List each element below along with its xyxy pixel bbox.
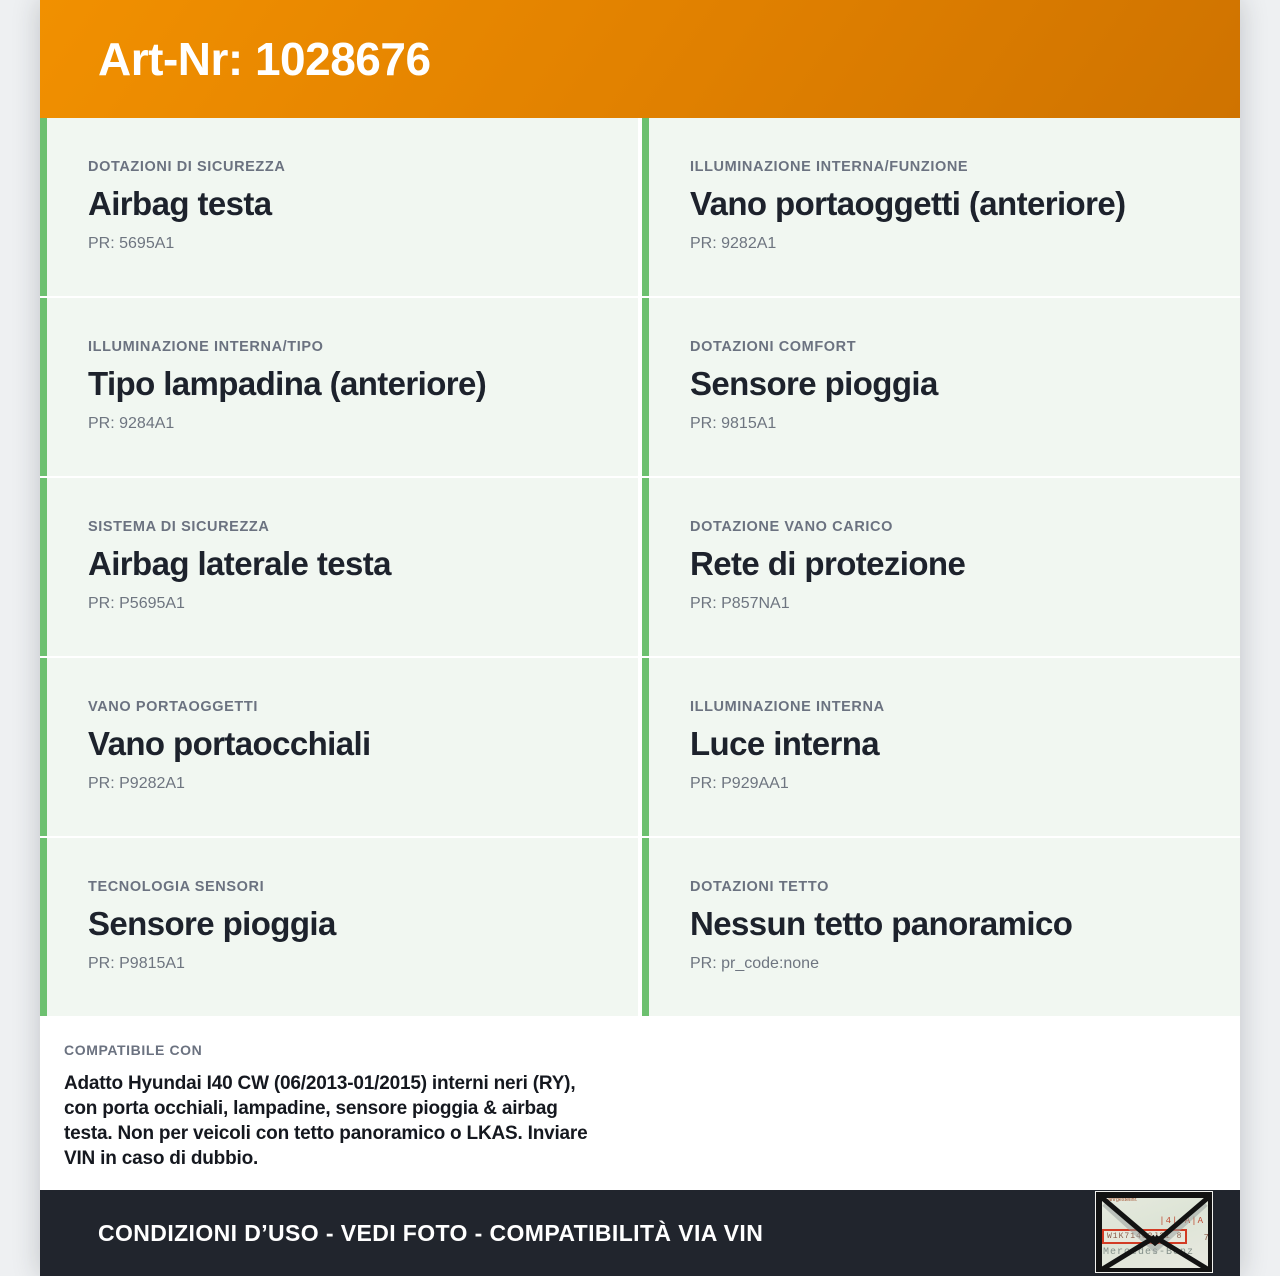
- feature-pr-code: PR: P857NA1: [690, 595, 790, 612]
- footer-bar: [40, 1190, 1240, 1276]
- feature-card: [642, 298, 1240, 476]
- vin-highlight-box: W1K71463J31 8: [1102, 1229, 1187, 1244]
- feature-title: Luce interna: [690, 725, 880, 762]
- feature-card: [642, 658, 1240, 836]
- document-fragment: |4| A|A: [1159, 1216, 1204, 1226]
- feature-card: [642, 118, 1240, 296]
- envelope-icon: [1096, 1192, 1213, 1273]
- feature-category-label: ILLUMINAZIONE INTERNA: [690, 699, 885, 715]
- feature-card-grid: [40, 118, 1240, 1016]
- feature-category-label: ILLUMINAZIONE INTERNA/FUNZIONE: [690, 159, 969, 175]
- feature-pr-code: PR: P929AA1: [690, 775, 789, 792]
- compatibility-box: [40, 1016, 638, 1190]
- feature-pr-code: PR: P5695A1: [88, 595, 185, 612]
- feature-card: [40, 838, 638, 1016]
- feature-title: Tipo lampadina (anteriore): [88, 365, 487, 402]
- feature-pr-code: PR: 5695A1: [88, 235, 175, 252]
- feature-title: Vano portaoggetti (anteriore): [690, 185, 1126, 222]
- feature-category-label: ILLUMINAZIONE INTERNA/TIPO: [88, 339, 324, 355]
- vin-document-photo: [1095, 1191, 1213, 1273]
- feature-category-label: SISTEMA DI SICUREZZA: [88, 519, 270, 535]
- feature-category-label: DOTAZIONI DI SICUREZZA: [88, 159, 286, 175]
- feature-category-label: TECNOLOGIA SENSORI: [88, 879, 265, 895]
- feature-title: Vano portaocchiali: [88, 725, 371, 762]
- feature-title: Sensore pioggia: [690, 365, 938, 402]
- compatibility-section: [40, 1016, 1240, 1190]
- feature-card: [642, 838, 1240, 1016]
- compatibility-text: Adatto Hyundai I40 CW (06/2013-01/2015) interni neri (RY), con porta occhiali, lampadine, sensore pioggia & airbag testa. Non per veicoli con tetto panoramico o LKAS. Inviare VIN in caso di dubbio.: [64, 1073, 588, 1169]
- feature-title: Airbag testa: [88, 185, 272, 222]
- fahrgestellnr-label: Fahrgestellnr.: [1104, 1197, 1138, 1203]
- feature-title: Airbag laterale testa: [88, 545, 391, 582]
- footer-conditions-text: CONDIZIONI D’USO - VEDI FOTO - COMPATIBILITÀ VIA VIN: [98, 1219, 764, 1246]
- feature-card: [40, 118, 638, 296]
- feature-card: [40, 298, 638, 476]
- compatibility-label: COMPATIBILE CON: [64, 1042, 203, 1058]
- feature-pr-code: PR: pr_code:none: [690, 955, 819, 972]
- feature-title: Nessun tetto panoramico: [690, 905, 1073, 942]
- feature-card: [40, 658, 638, 836]
- header: [40, 0, 1240, 118]
- feature-pr-code: PR: P9815A1: [88, 955, 185, 972]
- feature-title: Sensore pioggia: [88, 905, 336, 942]
- feature-card: [40, 478, 638, 656]
- feature-pr-code: PR: P9282A1: [88, 775, 185, 792]
- feature-pr-code: PR: 9282A1: [690, 235, 777, 252]
- feature-title: Rete di protezione: [690, 545, 966, 582]
- feature-pr-code: PR: 9284A1: [88, 415, 175, 432]
- feature-category-label: DOTAZIONE VANO CARICO: [690, 519, 893, 535]
- vin-suffix: 7: [1203, 1233, 1209, 1243]
- feature-category-label: DOTAZIONI TETTO: [690, 879, 829, 895]
- feature-card: [642, 478, 1240, 656]
- feature-category-label: VANO PORTAOGGETTI: [88, 699, 258, 715]
- feature-category-label: DOTAZIONI COMFORT: [690, 339, 857, 355]
- brand-text: Mercedes-Benz: [1103, 1247, 1195, 1258]
- article-number-title: Art-Nr: 1028676: [98, 33, 431, 85]
- listing-page: [40, 0, 1240, 1276]
- feature-pr-code: PR: 9815A1: [690, 415, 777, 432]
